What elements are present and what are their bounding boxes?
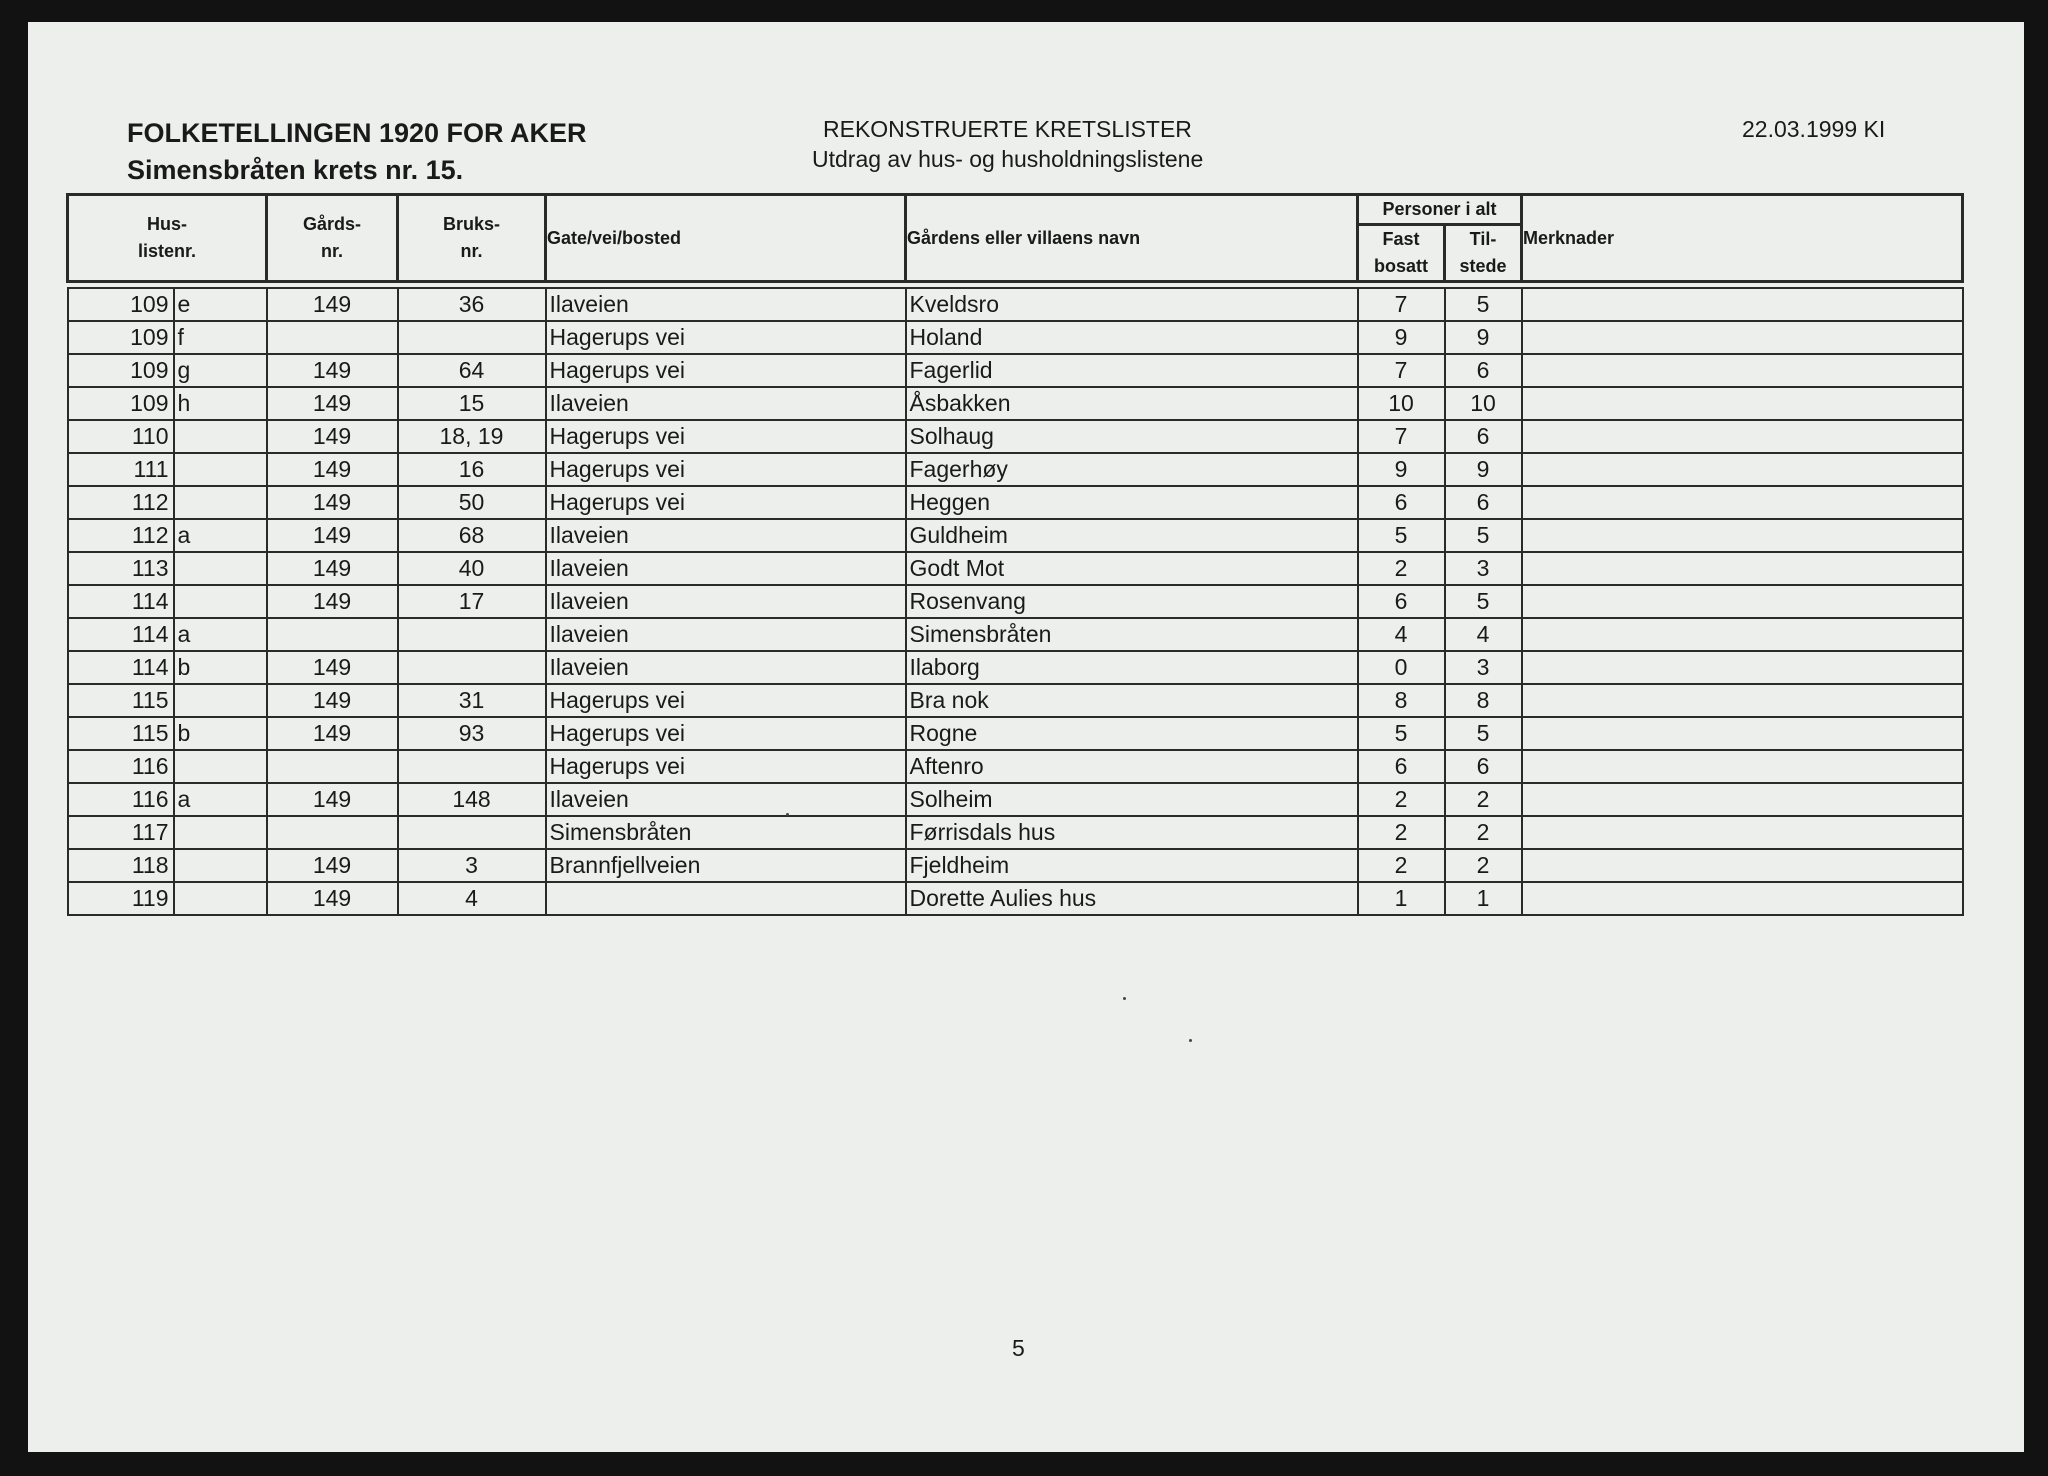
tilstede-cell: 5 — [1445, 585, 1522, 618]
fast-bosatt-cell: 9 — [1358, 321, 1445, 354]
merknad-cell — [1522, 453, 1963, 486]
table-row — [68, 552, 1963, 585]
table-row — [68, 717, 1963, 750]
table-row — [68, 519, 1963, 552]
hus-suffix-cell: g — [174, 354, 267, 387]
bruks-nr-cell: 31 — [398, 684, 546, 717]
hus-suffix-cell — [174, 882, 267, 915]
gards-nr-cell: 149 — [267, 519, 398, 552]
tilstede-cell: 6 — [1445, 354, 1522, 387]
hus-suffix-cell: b — [174, 717, 267, 750]
hus-nr-cell: 115 — [68, 684, 174, 717]
header-navn: Gårdens eller villaens navn — [906, 195, 1358, 282]
speck-mark — [1123, 997, 1126, 1000]
gards-nr-cell: 149 — [267, 552, 398, 585]
gate-vei-cell — [546, 882, 906, 915]
hus-nr-cell: 112 — [68, 519, 174, 552]
gate-vei-cell: Ilaveien — [546, 651, 906, 684]
fast-bosatt-cell: 7 — [1358, 354, 1445, 387]
bruks-nr-cell: 50 — [398, 486, 546, 519]
gate-vei-cell: Simensbråten — [546, 816, 906, 849]
hus-nr-cell: 114 — [68, 651, 174, 684]
hus-nr-cell: 118 — [68, 849, 174, 882]
fast-bosatt-cell: 5 — [1358, 519, 1445, 552]
hus-nr-cell: 112 — [68, 486, 174, 519]
tilstede-cell: 9 — [1445, 321, 1522, 354]
tilstede-cell: 4 — [1445, 618, 1522, 651]
merknad-cell — [1522, 717, 1963, 750]
merknad-cell — [1522, 750, 1963, 783]
gard-navn-cell: Simensbråten — [906, 618, 1358, 651]
tilstede-cell: 6 — [1445, 420, 1522, 453]
gard-navn-cell: Rogne — [906, 717, 1358, 750]
table-row — [68, 387, 1963, 420]
header-personer: Personer i alt — [1358, 195, 1522, 225]
hus-suffix-cell: a — [174, 519, 267, 552]
bruks-nr-cell — [398, 651, 546, 684]
hus-suffix-cell — [174, 453, 267, 486]
fast-bosatt-cell: 2 — [1358, 552, 1445, 585]
gards-nr-cell: 149 — [267, 387, 398, 420]
fast-bosatt-cell: 6 — [1358, 486, 1445, 519]
fast-bosatt-cell: 1 — [1358, 882, 1445, 915]
header-merknader: Merknader — [1522, 195, 1963, 282]
gate-vei-cell: Hagerups vei — [546, 684, 906, 717]
fast-bosatt-cell: 6 — [1358, 750, 1445, 783]
merknad-cell — [1522, 387, 1963, 420]
merknad-cell — [1522, 321, 1963, 354]
gard-navn-cell: Godt Mot — [906, 552, 1358, 585]
gards-nr-cell: 149 — [267, 783, 398, 816]
hus-nr-cell: 109 — [68, 288, 174, 321]
hus-nr-cell: 109 — [68, 387, 174, 420]
tilstede-cell: 10 — [1445, 387, 1522, 420]
gards-nr-cell — [267, 750, 398, 783]
merknad-cell — [1522, 585, 1963, 618]
gard-navn-cell: Fjeldheim — [906, 849, 1358, 882]
hus-suffix-cell: a — [174, 783, 267, 816]
tilstede-cell: 3 — [1445, 651, 1522, 684]
census-rows — [68, 288, 1963, 915]
table-row — [68, 684, 1963, 717]
hus-nr-cell: 113 — [68, 552, 174, 585]
merknad-cell — [1522, 354, 1963, 387]
tilstede-cell: 8 — [1445, 684, 1522, 717]
hus-suffix-cell — [174, 420, 267, 453]
bruks-nr-cell: 16 — [398, 453, 546, 486]
gard-navn-cell: Førrisdals hus — [906, 816, 1358, 849]
merknad-cell — [1522, 552, 1963, 585]
gard-navn-cell: Guldheim — [906, 519, 1358, 552]
gate-vei-cell: Hagerups vei — [546, 354, 906, 387]
bruks-nr-cell: 36 — [398, 288, 546, 321]
hus-nr-cell: 111 — [68, 453, 174, 486]
header-bruksnr — [398, 195, 546, 282]
table-row — [68, 882, 1963, 915]
gate-vei-cell: Ilaveien — [546, 585, 906, 618]
table-row — [68, 651, 1963, 684]
table-row — [68, 849, 1963, 882]
fast-bosatt-cell: 2 — [1358, 816, 1445, 849]
tilstede-cell: 5 — [1445, 717, 1522, 750]
table-row — [68, 816, 1963, 849]
hus-nr-cell: 115 — [68, 717, 174, 750]
hus-suffix-cell — [174, 816, 267, 849]
hus-nr-cell: 116 — [68, 750, 174, 783]
gard-navn-cell: Aftenro — [906, 750, 1358, 783]
table-row — [68, 486, 1963, 519]
fast-bosatt-cell: 5 — [1358, 717, 1445, 750]
gard-navn-cell: Holand — [906, 321, 1358, 354]
gard-navn-cell: Heggen — [906, 486, 1358, 519]
tilstede-cell: 9 — [1445, 453, 1522, 486]
bruks-nr-cell: 148 — [398, 783, 546, 816]
merknad-cell — [1522, 849, 1963, 882]
page-number: 5 — [1012, 1335, 1025, 1361]
fast-bosatt-cell: 10 — [1358, 387, 1445, 420]
gard-navn-cell: Kveldsro — [906, 288, 1358, 321]
tilstede-cell: 5 — [1445, 519, 1522, 552]
header-til-line1: Til- — [1469, 229, 1497, 249]
gate-vei-cell: Ilaveien — [546, 387, 906, 420]
tilstede-cell: 2 — [1445, 816, 1522, 849]
hus-nr-cell: 119 — [68, 882, 174, 915]
gards-nr-cell: 149 — [267, 486, 398, 519]
gard-navn-cell: Solhaug — [906, 420, 1358, 453]
gard-navn-cell: Rosenvang — [906, 585, 1358, 618]
gard-navn-cell: Ilaborg — [906, 651, 1358, 684]
bruks-nr-cell — [398, 321, 546, 354]
document-date: 22.03.1999 KI — [1742, 116, 1886, 142]
tilstede-cell: 6 — [1445, 486, 1522, 519]
tilstede-cell: 6 — [1445, 750, 1522, 783]
header-gardsnr — [267, 195, 398, 282]
merknad-cell — [1522, 651, 1963, 684]
header-gate: Gate/vei/bosted — [546, 195, 906, 282]
document-subtitle: Simensbråten krets nr. 15. — [127, 155, 464, 185]
fast-bosatt-cell: 4 — [1358, 618, 1445, 651]
bruks-nr-cell — [398, 618, 546, 651]
gards-nr-cell — [267, 618, 398, 651]
hus-suffix-cell: f — [174, 321, 267, 354]
bruks-nr-cell: 3 — [398, 849, 546, 882]
tilstede-cell: 5 — [1445, 288, 1522, 321]
hus-suffix-cell — [174, 849, 267, 882]
gate-vei-cell: Hagerups vei — [546, 717, 906, 750]
gard-navn-cell: Bra nok — [906, 684, 1358, 717]
gards-nr-cell: 149 — [267, 420, 398, 453]
bruks-nr-cell: 40 — [398, 552, 546, 585]
header-gards-line2: nr. — [320, 241, 343, 261]
fast-bosatt-cell: 7 — [1358, 420, 1445, 453]
merknad-cell — [1522, 882, 1963, 915]
fast-bosatt-cell: 2 — [1358, 849, 1445, 882]
gards-nr-cell: 149 — [267, 882, 398, 915]
fast-bosatt-cell: 9 — [1358, 453, 1445, 486]
header-fast-line2: bosatt — [1374, 256, 1428, 276]
header-hus-line2: listenr. — [137, 241, 197, 261]
hus-nr-cell: 116 — [68, 783, 174, 816]
bruks-nr-cell: 4 — [398, 882, 546, 915]
table-row — [68, 783, 1963, 816]
tilstede-cell: 2 — [1445, 783, 1522, 816]
speck-mark — [786, 813, 789, 816]
gards-nr-cell: 149 — [267, 849, 398, 882]
fast-bosatt-cell: 6 — [1358, 585, 1445, 618]
gard-navn-cell: Fagerlid — [906, 354, 1358, 387]
table-row — [68, 321, 1963, 354]
gards-nr-cell: 149 — [267, 684, 398, 717]
header-til-line2: stede — [1459, 256, 1507, 276]
center-subheading: Utdrag av hus- og husholdningslistene — [812, 146, 1204, 172]
header-fast-bosatt — [1358, 225, 1445, 282]
hus-suffix-cell — [174, 684, 267, 717]
table-row — [68, 288, 1963, 321]
table-row — [68, 420, 1963, 453]
tilstede-cell: 3 — [1445, 552, 1522, 585]
merknad-cell — [1522, 684, 1963, 717]
gards-nr-cell: 149 — [267, 288, 398, 321]
header-gards-line1: Gårds- — [302, 214, 362, 234]
gard-navn-cell: Dorette Aulies hus — [906, 882, 1358, 915]
tilstede-cell: 2 — [1445, 849, 1522, 882]
fast-bosatt-cell: 7 — [1358, 288, 1445, 321]
hus-suffix-cell: h — [174, 387, 267, 420]
hus-nr-cell: 117 — [68, 816, 174, 849]
hus-suffix-cell — [174, 552, 267, 585]
table-row — [68, 618, 1963, 651]
gate-vei-cell: Ilaveien — [546, 519, 906, 552]
gard-navn-cell: Solheim — [906, 783, 1358, 816]
bruks-nr-cell — [398, 816, 546, 849]
hus-suffix-cell — [174, 585, 267, 618]
hus-nr-cell: 114 — [68, 618, 174, 651]
gate-vei-cell: Hagerups vei — [546, 321, 906, 354]
hus-nr-cell: 109 — [68, 321, 174, 354]
tilstede-cell: 1 — [1445, 882, 1522, 915]
merknad-cell — [1522, 420, 1963, 453]
hus-nr-cell: 114 — [68, 585, 174, 618]
bruks-nr-cell: 93 — [398, 717, 546, 750]
bruks-nr-cell: 64 — [398, 354, 546, 387]
table-row — [68, 750, 1963, 783]
hus-suffix-cell: e — [174, 288, 267, 321]
gate-vei-cell: Ilaveien — [546, 552, 906, 585]
header-tilstede — [1445, 225, 1522, 282]
merknad-cell — [1522, 618, 1963, 651]
gards-nr-cell: 149 — [267, 453, 398, 486]
fast-bosatt-cell: 2 — [1358, 783, 1445, 816]
bruks-nr-cell: 17 — [398, 585, 546, 618]
bruks-nr-cell — [398, 750, 546, 783]
census-table — [66, 193, 1964, 916]
merknad-cell — [1522, 816, 1963, 849]
gards-nr-cell: 149 — [267, 717, 398, 750]
gards-nr-cell: 149 — [267, 585, 398, 618]
gards-nr-cell — [267, 321, 398, 354]
header-fast-line1: Fast — [1382, 229, 1420, 249]
merknad-cell — [1522, 288, 1963, 321]
bruks-nr-cell: 18, 19 — [398, 420, 546, 453]
gate-vei-cell: Brannfjellveien — [546, 849, 906, 882]
center-heading: REKONSTRUERTE KRETSLISTER — [823, 116, 1192, 142]
gate-vei-cell: Hagerups vei — [546, 486, 906, 519]
merknad-cell — [1522, 783, 1963, 816]
header-hus-line1: Hus- — [147, 214, 187, 234]
gard-navn-cell: Åsbakken — [906, 387, 1358, 420]
header-bruks-line2: nr. — [460, 241, 483, 261]
document-title: FOLKETELLINGEN 1920 FOR AKER — [127, 118, 587, 148]
table-row — [68, 354, 1963, 387]
gate-vei-cell: Hagerups vei — [546, 420, 906, 453]
table-row — [68, 453, 1963, 486]
gards-nr-cell: 149 — [267, 354, 398, 387]
gards-nr-cell — [267, 816, 398, 849]
hus-suffix-cell: a — [174, 618, 267, 651]
hus-suffix-cell — [174, 750, 267, 783]
gate-vei-cell: Ilaveien — [546, 618, 906, 651]
hus-suffix-cell — [174, 486, 267, 519]
gate-vei-cell: Hagerups vei — [546, 453, 906, 486]
gard-navn-cell: Fagerhøy — [906, 453, 1358, 486]
hus-suffix-cell: b — [174, 651, 267, 684]
bruks-nr-cell: 15 — [398, 387, 546, 420]
bruks-nr-cell: 68 — [398, 519, 546, 552]
fast-bosatt-cell: 8 — [1358, 684, 1445, 717]
merknad-cell — [1522, 486, 1963, 519]
gate-vei-cell: Ilaveien — [546, 783, 906, 816]
header-huslistenr — [68, 195, 267, 282]
merknad-cell — [1522, 519, 1963, 552]
gate-vei-cell: Ilaveien — [546, 288, 906, 321]
gate-vei-cell: Hagerups vei — [546, 750, 906, 783]
speck-mark — [1189, 1039, 1192, 1042]
table-row — [68, 585, 1963, 618]
fast-bosatt-cell: 0 — [1358, 651, 1445, 684]
header-bruks-line1: Bruks- — [442, 214, 500, 234]
gards-nr-cell: 149 — [267, 651, 398, 684]
hus-nr-cell: 110 — [68, 420, 174, 453]
hus-nr-cell: 109 — [68, 354, 174, 387]
